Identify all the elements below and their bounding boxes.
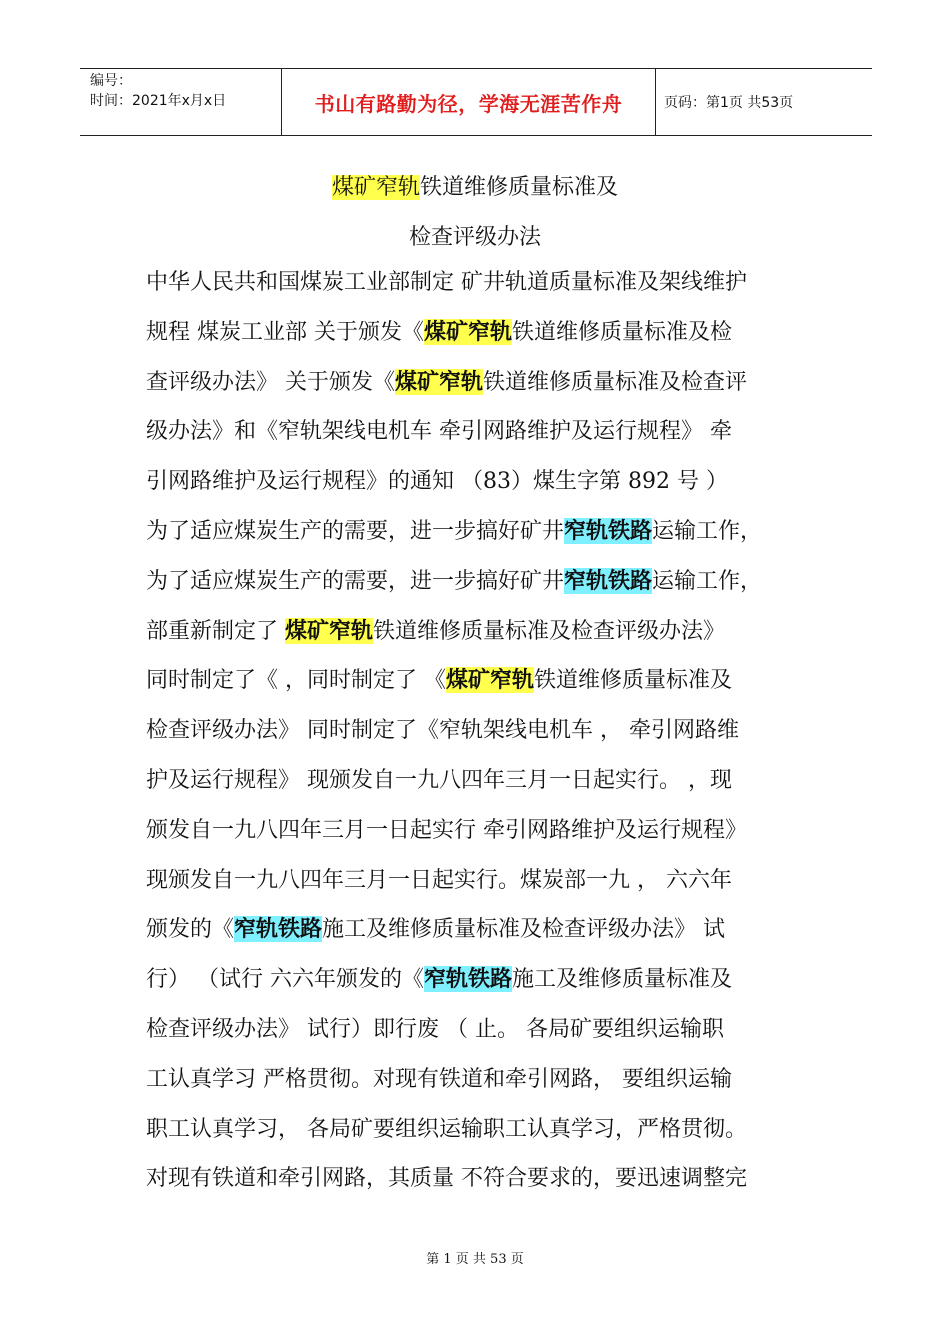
body-line [146, 607, 826, 657]
body-line [146, 806, 826, 856]
body-line [146, 905, 826, 955]
body-line [146, 557, 826, 607]
body-text-segment: 铁道维修质量标准及 [534, 668, 733, 694]
body-text-segment: 查评级办法》 关于颁发《 [146, 369, 395, 395]
body-text-segment: 颁发自一九八四年三月一日起实行 牵引网路维护及运行规程》 [146, 817, 747, 843]
body-line [146, 1105, 826, 1155]
body-text-segment: 部重新制定了 [146, 618, 285, 644]
header-motto-cell [282, 69, 656, 135]
body-text-segment: 行） （试行 六六年颁发的《 [146, 967, 424, 993]
highlight-coal-narrow-gauge: 煤矿窄轨 [446, 667, 535, 694]
body-line [146, 955, 826, 1005]
document-number-label: 编号： [90, 73, 132, 89]
body-line [146, 1055, 826, 1105]
header-page-info-cell [656, 69, 872, 135]
header-motto: 书山有路勤为径，学海无涯苦作舟 [314, 91, 623, 116]
body-line [146, 756, 826, 806]
body-text-segment: 铁道维修质量标准及检 [512, 319, 733, 345]
body-text-segment: 级办法》和《窄轨架线电机车 牵引网路维护及运行规程》 牵 [146, 419, 732, 445]
body-text-segment: 对现有铁道和牵引网路，其质量 不符合要求的，要迅速调整完 [146, 1166, 747, 1192]
body-text-segment: 职工认真学习， 各局矿要组织运输职工认真学习，严格贯彻。 [146, 1116, 747, 1142]
body-text-segment: 铁道维修质量标准及检查评 [483, 369, 748, 395]
body-line [146, 258, 826, 308]
body-line [146, 1005, 826, 1055]
body-line [146, 358, 826, 408]
body-text-segment: 铁道维修质量标准及检查评级办法》 [373, 618, 726, 644]
body-line [146, 856, 826, 906]
highlight-coal-narrow-gauge: 煤矿窄轨 [285, 617, 374, 644]
highlight-narrow-gauge-railway: 窄轨铁路 [234, 916, 323, 943]
body-text-segment: 运输工作， [652, 518, 763, 544]
body-text-segment: 规程 煤炭工业部 关于颁发《 [146, 319, 424, 345]
body-text-segment: 中华人民共和国煤炭工业部制定 矿井轨道质量标准及架线维护 [146, 270, 747, 295]
page-header [80, 68, 872, 136]
body-line [146, 507, 826, 557]
body-text-segment: 同时制定了《 ，同时制定了 《 [146, 668, 446, 694]
body-line [146, 656, 826, 706]
highlight-coal-narrow-gauge: 煤矿窄轨 [424, 318, 513, 345]
highlight-coal-narrow-gauge: 煤矿窄轨 [395, 368, 484, 395]
body-line [146, 1154, 826, 1204]
body-text-segment: 检查评级办法》 同时制定了《窄轨架线电机车 ， 牵引网路维 [146, 718, 739, 744]
document-title-line-2: 检查评级办法 [408, 225, 541, 250]
body-text-segment: 颁发的《 [146, 917, 235, 943]
document-date: 时间：2021年x月x日 [90, 93, 227, 109]
page-footer: 第 1 页 共 53 页 [426, 1252, 524, 1267]
document-title-line-1 [0, 170, 950, 201]
body-text-segment: 护及运行规程》 现颁发自一九八四年三月一日起实行。 ，现 [146, 767, 732, 793]
body-text-segment: 施工及维修质量标准及 [512, 967, 733, 993]
body-line [146, 457, 826, 507]
document-body [146, 258, 826, 1204]
body-line [146, 407, 826, 457]
body-text-segment: 引网路维护及运行规程》的通知 （83）煤生字第 892 号 ） [146, 469, 728, 495]
header-meta [80, 69, 282, 135]
body-text-segment: 为了适应煤炭生产的需要，进一步搞好矿井 [146, 568, 565, 594]
highlight-narrow-gauge-railway: 窄轨铁路 [564, 517, 653, 544]
title-rest: 铁道维修质量标准及 [420, 175, 619, 200]
body-text-segment: 运输工作， [652, 568, 763, 594]
body-text-segment: 现颁发自一九八四年三月一日起实行。煤炭部一九 ， 六六年 [146, 867, 732, 893]
body-line [146, 308, 826, 358]
header-page-info: 页码：第1页 共53页 [664, 95, 794, 111]
body-line [146, 706, 826, 756]
body-text-segment: 工认真学习 严格贯彻。对现有铁道和牵引网路， 要组织运输 [146, 1066, 732, 1092]
body-text-segment: 检查评级办法》 试行）即行废 （ 止。 各局矿要组织运输职 [146, 1016, 724, 1042]
body-text-segment: 为了适应煤炭生产的需要，进一步搞好矿井 [146, 518, 565, 544]
body-text-segment: 施工及维修质量标准及检查评级办法》 试 [322, 917, 726, 943]
title-highlight: 煤矿窄轨 [331, 175, 420, 200]
highlight-narrow-gauge-railway: 窄轨铁路 [564, 567, 653, 594]
highlight-narrow-gauge-railway: 窄轨铁路 [424, 966, 513, 993]
